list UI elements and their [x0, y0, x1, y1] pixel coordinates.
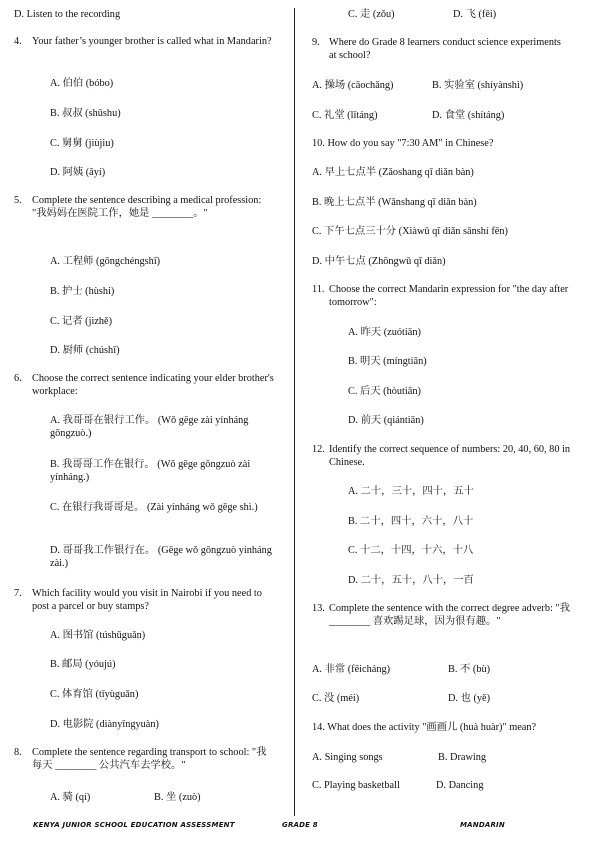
footer-exam-name: KENYA JUNIOR SCHOOL EDUCATION ASSESSMENT: [33, 821, 235, 829]
q7-option-a[interactable]: A. 图书馆 (túshūguǎn): [50, 630, 146, 641]
question-10-text: 10. How do you say "7:30 AM" in Chinese?: [312, 138, 494, 149]
question-number: 7.: [14, 588, 22, 599]
q5-option-a[interactable]: A. 工程师 (gōngchéngshī): [50, 256, 161, 267]
question-text: Where do Grade 8 learners conduct science experiments at school?: [329, 37, 561, 61]
q11-option-b[interactable]: B. 明天 (míngtiān): [348, 356, 427, 367]
q4-option-d[interactable]: D. 阿姨 (āyí): [50, 167, 106, 178]
q9-option-d[interactable]: D. 食堂 (shítáng): [432, 110, 505, 121]
question-14-text: 14. What does the activity "画画儿 (huà huàr)" mean?: [312, 722, 537, 733]
q8-option-a[interactable]: A. 骑 (qí): [50, 792, 91, 803]
q7-option-b[interactable]: B. 邮局 (yóujú): [50, 659, 116, 670]
q11-option-d[interactable]: D. 前天 (qiántiān): [348, 415, 424, 426]
question-number: 8.: [14, 747, 22, 758]
q5-option-c[interactable]: C. 记者 (jìzhě): [50, 316, 113, 327]
q9-option-a[interactable]: A. 操场 (cāochǎng): [312, 80, 394, 91]
q13-option-a[interactable]: A. 非常 (fēicháng): [312, 664, 391, 675]
q6-option-d[interactable]: D. 哥哥我工作银行在。 (Gēge wǒ gōngzuò yínháng zài.): [50, 545, 272, 569]
q14-option-d[interactable]: D. Dancing: [436, 780, 484, 791]
q8-option-d[interactable]: D. 飞 (fēi): [453, 9, 497, 20]
question-text: Complete the sentence regarding transport to school: "我每天 ________ 公共汽车去学校。": [32, 747, 267, 771]
question-text: Your father’s younger brother is called what in Mandarin?: [32, 36, 272, 47]
q10-option-b[interactable]: B. 晚上七点半 (Wǎnshang qī diǎn bàn): [312, 197, 477, 208]
question-text: Choose the correct Mandarin expression for "the day after tomorrow":: [329, 284, 569, 308]
q8-option-b[interactable]: B. 坐 (zuò): [154, 792, 201, 803]
q13-option-b[interactable]: B. 不 (bù): [448, 664, 491, 675]
q9-option-c[interactable]: C. 礼堂 (lǐtáng): [312, 110, 378, 121]
question-text: Which facility would you visit in Nairobi if you need to post a parcel or buy stamps?: [32, 588, 262, 612]
q12-option-b[interactable]: B. 二十，四十，六十，八十: [348, 516, 474, 527]
column-divider: [294, 8, 295, 816]
q13-option-d[interactable]: D. 也 (yě): [448, 693, 491, 704]
question-number: 6.: [14, 373, 22, 384]
question-text: Complete the sentence with the correct degree adverb: "我 ________ 喜欢踢足球，因为很有趣。": [329, 603, 570, 627]
q4-option-b[interactable]: B. 叔叔 (shūshu): [50, 108, 121, 119]
footer-grade: GRADE 8: [282, 821, 318, 829]
q4-option-c[interactable]: C. 舅舅 (jiùjiu): [50, 138, 114, 149]
q10-option-d[interactable]: D. 中午七点 (Zhōngwǔ qī diǎn): [312, 256, 446, 267]
q7-option-c[interactable]: C. 体育馆 (tǐyùguǎn): [50, 689, 139, 700]
q7-option-d[interactable]: D. 电影院 (diànyǐngyuàn): [50, 719, 159, 730]
question-text: Identify the correct sequence of numbers: 20, 40, 60, 80 in Chinese.: [329, 444, 571, 468]
q13-option-c[interactable]: C. 没 (méi): [312, 693, 360, 704]
question-number: 9.: [312, 37, 320, 48]
q11-option-c[interactable]: C. 后天 (hòutiān): [348, 386, 421, 397]
question-number: 13.: [312, 603, 325, 614]
q10-option-c[interactable]: C. 下午七点三十分 (Xiàwǔ qī diǎn sānshí fēn): [312, 226, 508, 237]
q5-option-d[interactable]: D. 厨师 (chúshī): [50, 345, 120, 356]
q6-option-a[interactable]: A. 我哥哥在银行工作。 (Wǒ gēge zài yínháng gōngzuò.): [50, 415, 249, 439]
q9-option-b[interactable]: B. 实验室 (shíyànshì): [432, 80, 524, 91]
q11-option-a[interactable]: A. 昨天 (zuótiān): [348, 327, 421, 338]
q6-option-b[interactable]: B. 我哥哥工作在银行。 (Wǒ gēge gōngzuò zài yínháng.): [50, 459, 251, 483]
question-number: 11.: [312, 284, 325, 295]
question-number: 12.: [312, 444, 325, 455]
q5-option-b[interactable]: B. 护士 (hùshi): [50, 286, 115, 297]
q12-option-c[interactable]: C. 十二，十四，十六，十八: [348, 545, 474, 556]
q12-option-d[interactable]: D. 二十，五十，八十，一百: [348, 575, 474, 586]
q10-option-a[interactable]: A. 早上七点半 (Zǎoshang qī diǎn bàn): [312, 167, 474, 178]
question-number: 5.: [14, 195, 22, 206]
question-text: Complete the sentence describing a medical profession: "我妈妈在医院工作，她是 ________。": [32, 195, 262, 219]
q4-option-a[interactable]: A. 伯伯 (bóbo): [50, 78, 114, 89]
q8-option-c[interactable]: C. 走 (zǒu): [348, 9, 395, 20]
q14-option-b[interactable]: B. Drawing: [438, 752, 487, 763]
q6-option-c[interactable]: C. 在银行我哥哥是。 (Zài yínháng wǒ gēge shì.): [50, 502, 258, 513]
q14-option-a[interactable]: A. Singing songs: [312, 752, 383, 763]
previous-option-d: D. Listen to the recording: [14, 9, 121, 20]
q14-option-c[interactable]: C. Playing basketball: [312, 780, 400, 791]
footer-subject: MANDARIN: [460, 821, 505, 829]
question-number: 4.: [14, 36, 22, 47]
question-text: Choose the correct sentence indicating your elder brother's workplace:: [32, 373, 274, 397]
q12-option-a[interactable]: A. 二十，三十，四十，五十: [348, 486, 474, 497]
